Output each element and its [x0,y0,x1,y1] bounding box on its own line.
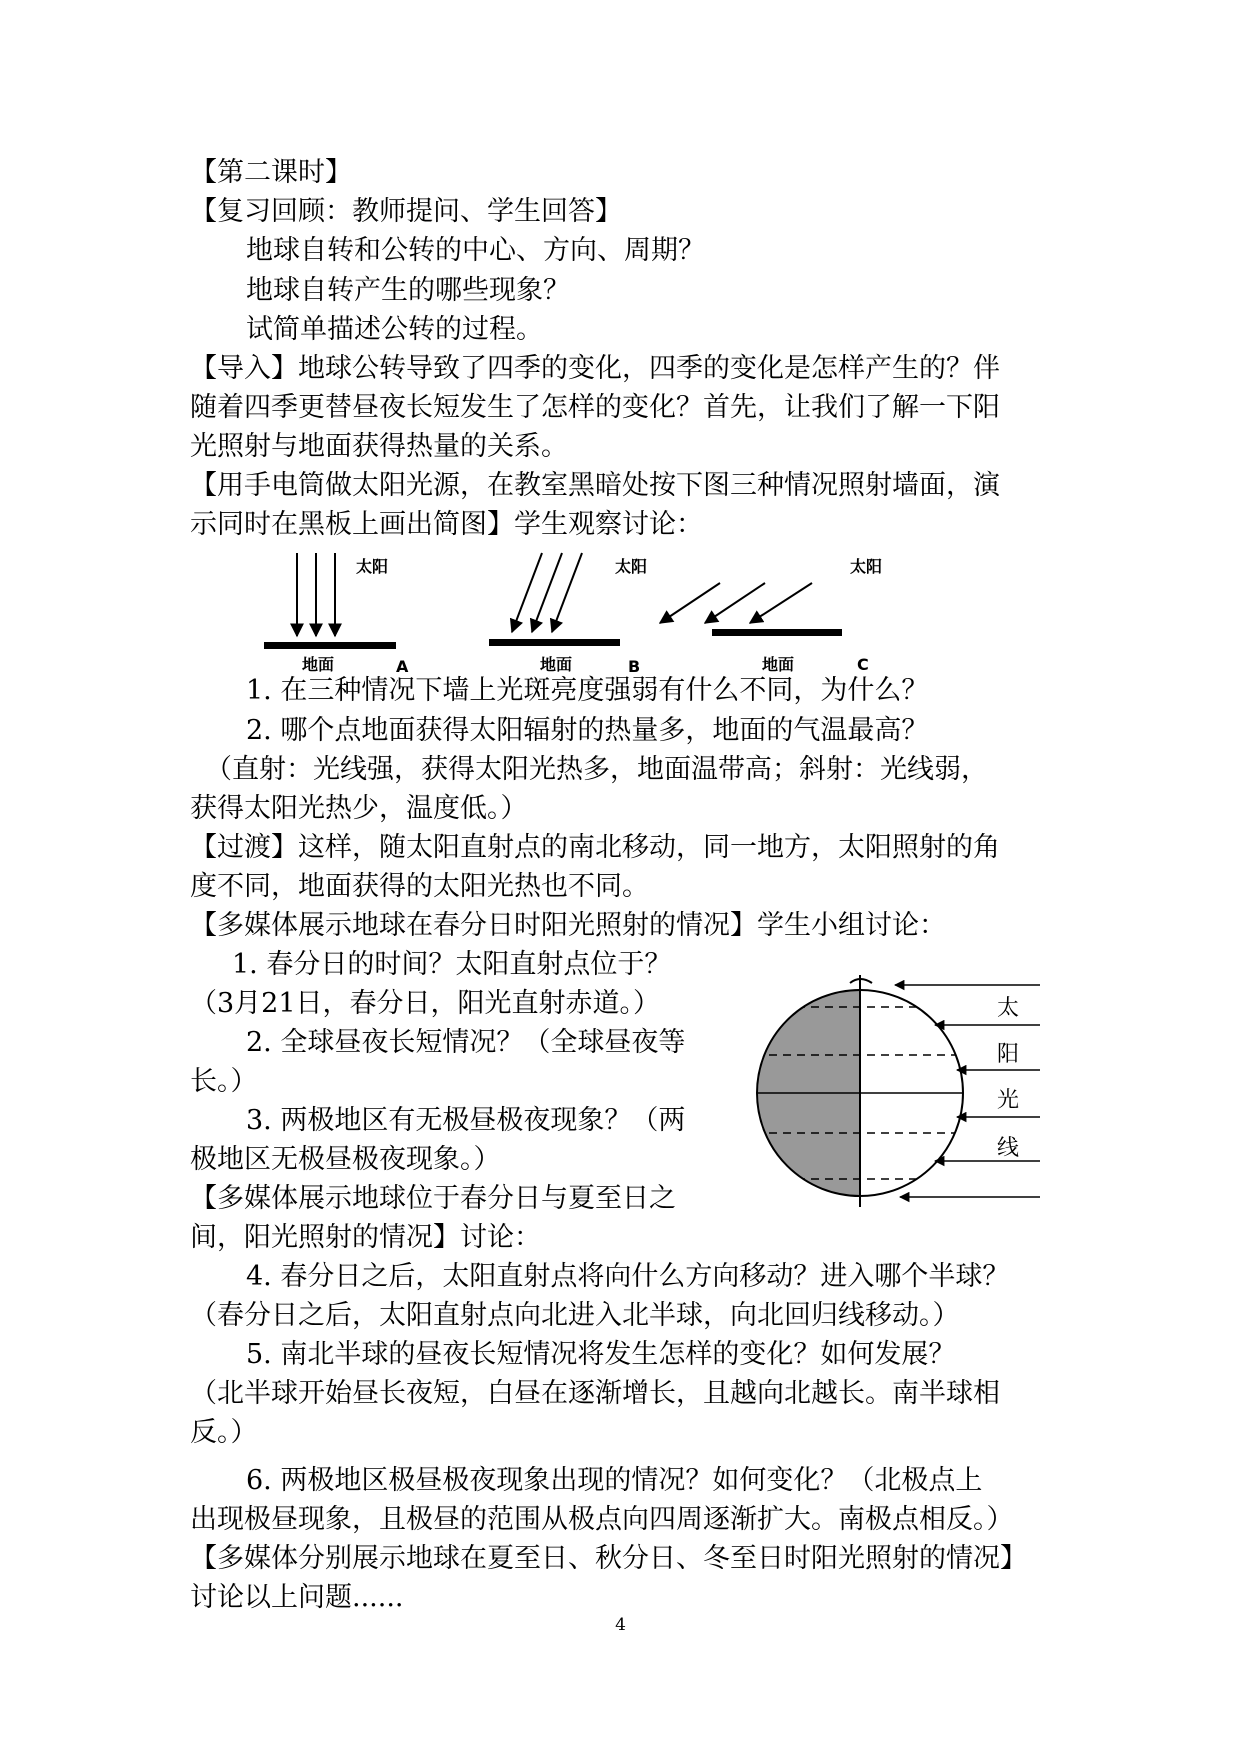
case-b-ground-label: 地面 [540,655,573,674]
equinox-question-2: 2. 全球昼夜长短情况？（全球昼夜等 [246,1027,686,1058]
after-question-6: 6. 两极地区极昼极夜现象出现的情况？如何变化？（北极点上 [246,1465,983,1496]
solstice-heading: 【多媒体分别展示地球在夏至日、秋分日、冬至日时阳光照射的情况】 [190,1543,1027,1574]
case-c-rays [660,583,812,623]
equinox-heading: 【多媒体展示地球在春分日时阳光照射的情况】学生小组讨论： [190,910,946,941]
demo-line-2: 示同时在黑板上画出简图】学生观察讨论： [190,509,703,540]
case-a-rays [297,553,335,636]
question-2: 2. 哪个点地面获得太阳辐射的热量多，地面的气温最高？ [246,715,929,746]
case-b-rays [512,553,582,632]
case-b-ground [489,639,620,646]
demo-line-1: 【用手电筒做太阳光源，在教室黑暗处按下图三种情况照射墙面，演 [190,470,1000,501]
after-answer-6: 出现极昼现象，且极昼的范围从极点向四周逐渐扩大。南极点相反。） [190,1504,1014,1535]
case-a-ground [264,642,396,649]
night-side [735,945,860,1225]
case-c-sun-label: 太阳 [850,557,883,576]
intro-line-1: 【导入】地球公转导致了四季的变化，四季的变化是怎样产生的？伴 [190,353,1000,384]
between-heading-1: 【多媒体展示地球位于春分日与夏至日之 [190,1183,676,1214]
review-question-3: 试简单描述公转的过程。 [246,314,543,345]
equinox-question-3-cont: 极地区无极昼极夜现象。） [190,1144,501,1175]
after-answer-4: （春分日之后，太阳直射点向北进入北半球，向北回归线移动。） [190,1300,960,1331]
question-1: 1. 在三种情况下墙上光斑亮度强弱有什么不同，为什么？ [246,675,929,706]
sunlight-char-3: 光 [997,1088,1020,1113]
sunlight-char-1: 太 [997,996,1020,1021]
case-a-ground-label: 地面 [302,655,335,674]
after-answer-5-line-1: （北半球开始昼长夜短，白昼在逐渐增长，且越向北越长。南半球相 [190,1378,1000,1409]
equinox-question-3: 3. 两极地区有无极昼极夜现象？（两 [246,1105,686,1136]
answer-line-2: 获得太阳光热少，温度低。） [190,793,528,824]
page-number: 4 [615,1615,626,1635]
discussion-line: 讨论以上问题...... [190,1582,404,1613]
after-answer-5-line-2: 反。） [190,1417,258,1448]
case-a-sun-label: 太阳 [356,557,389,576]
equinox-question-2-cont: 长。） [190,1066,258,1097]
sunlight-angle-diagram [250,548,970,678]
case-b-label: B [628,657,641,676]
sunlight-char-4: 线 [997,1136,1020,1161]
case-a-label: A [396,657,409,676]
case-c-label: C [857,655,869,674]
sunlight-char-2: 阳 [997,1042,1020,1067]
equinox-question-1: 1. 春分日的时间？太阳直射点位于？ [232,949,672,980]
between-heading-2: 间，阳光照射的情况】讨论： [190,1222,541,1253]
review-question-2: 地球自转产生的哪些现象？ [246,275,570,306]
review-question-1: 地球自转和公转的中心、方向、周期？ [246,235,705,266]
case-b-sun-label: 太阳 [615,557,648,576]
after-question-5: 5. 南北半球的昼夜长短情况将发生怎样的变化？如何发展？ [246,1339,956,1370]
after-question-4: 4. 春分日之后，太阳直射点将向什么方向移动？进入哪个半球？ [246,1261,1010,1292]
lesson-heading: 【第二课时】 [190,157,352,188]
transition-line-2: 度不同，地面获得的太阳光热也不同。 [190,871,649,902]
case-c-ground-label: 地面 [762,655,795,674]
intro-line-3: 光照射与地面获得热量的关系。 [190,431,568,462]
intro-line-2: 随着四季更替昼夜长短发生了怎样的变化？首先，让我们了解一下阳 [190,392,1000,423]
review-heading: 【复习回顾：教师提问、学生回答】 [190,196,622,227]
answer-line-1: （直射：光线强，获得太阳光热多，地面温带高；斜射：光线弱， [205,754,988,785]
equinox-answer-1: （3月21日，春分日，阳光直射赤道。） [190,988,661,1019]
case-c-ground [712,629,842,636]
equinox-globe-diagram [735,945,1065,1225]
transition-line-1: 【过渡】这样，随太阳直射点的南北移动，同一地方，太阳照射的角 [190,832,1000,863]
